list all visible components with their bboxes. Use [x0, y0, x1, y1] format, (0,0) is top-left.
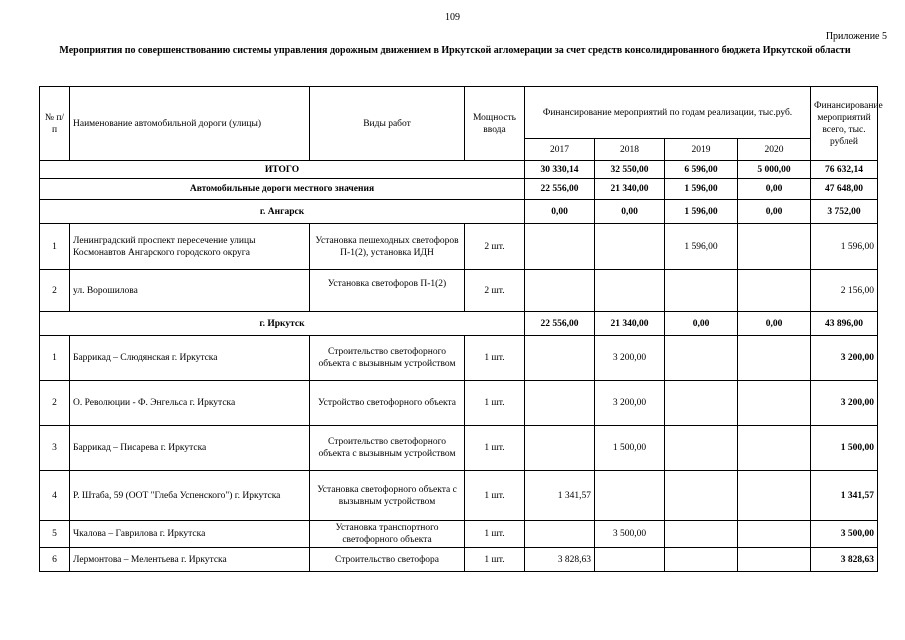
table-row	[40, 471, 878, 521]
row-num: 1	[40, 224, 70, 270]
row-2019	[665, 336, 738, 381]
row-2018	[595, 270, 665, 312]
section-2020: 0,00	[738, 200, 811, 224]
row-num: 3	[40, 426, 70, 471]
total-2018: 32 550,00	[595, 161, 665, 179]
row-2020	[738, 270, 811, 312]
local-roads-2020: 0,00	[738, 179, 811, 200]
header-financing-total: Финансирование мероприятий всего, тыс. рублей	[811, 87, 878, 161]
row-2018: 3 200,00	[595, 336, 665, 381]
section-row	[40, 200, 878, 224]
row-capacity: 1 шт.	[465, 426, 525, 471]
row-num: 2	[40, 270, 70, 312]
row-2020	[738, 381, 811, 426]
local-roads-sum: 47 648,00	[811, 179, 878, 200]
row-total: 3 200,00	[811, 381, 878, 426]
row-works: Строительство светофорного объекта с вызывным устройством	[310, 336, 465, 381]
row-2017	[525, 224, 595, 270]
total-row	[40, 161, 878, 179]
section-2018: 21 340,00	[595, 312, 665, 336]
row-2017: 3 828,63	[525, 548, 595, 572]
row-works: Установка светофоров П-1(2)	[310, 270, 465, 312]
header-capacity: Мощность ввода	[465, 87, 525, 161]
section-2017: 22 556,00	[525, 312, 595, 336]
row-2020	[738, 548, 811, 572]
appendix-label: Приложение 5	[825, 31, 887, 42]
row-total: 1 596,00	[811, 224, 878, 270]
row-2020	[738, 471, 811, 521]
row-2019: 1 596,00	[665, 224, 738, 270]
row-total: 1 500,00	[811, 426, 878, 471]
header-year-2018: 2018	[595, 139, 665, 161]
row-2018	[595, 224, 665, 270]
header-works: Виды работ	[310, 87, 465, 161]
table-row	[40, 548, 878, 572]
row-2019	[665, 270, 738, 312]
row-capacity: 2 шт.	[465, 224, 525, 270]
total-label: ИТОГО	[40, 161, 525, 179]
row-num: 5	[40, 521, 70, 548]
row-capacity: 1 шт.	[465, 336, 525, 381]
header-year-2019: 2019	[665, 139, 738, 161]
row-num: 1	[40, 336, 70, 381]
row-works: Установка светофорного объекта с вызывным устройством	[310, 471, 465, 521]
row-2019	[665, 381, 738, 426]
row-2020	[738, 521, 811, 548]
table-row	[40, 426, 878, 471]
section-2020: 0,00	[738, 312, 811, 336]
row-2018: 3 500,00	[595, 521, 665, 548]
section-2019: 1 596,00	[665, 200, 738, 224]
row-capacity: 1 шт.	[465, 381, 525, 426]
row-2017	[525, 521, 595, 548]
table-row	[40, 381, 878, 426]
header-name: Наименование автомобильной дороги (улицы)	[70, 87, 310, 161]
row-num: 4	[40, 471, 70, 521]
row-road-name: О. Революции - Ф. Энгельса г. Иркутска	[70, 381, 310, 426]
row-2018: 3 200,00	[595, 381, 665, 426]
local-roads-row	[40, 179, 878, 200]
row-2017	[525, 336, 595, 381]
row-capacity: 2 шт.	[465, 270, 525, 312]
row-works: Устройство светофорного объекта	[310, 381, 465, 426]
row-2020	[738, 336, 811, 381]
section-2017: 0,00	[525, 200, 595, 224]
row-2018	[595, 471, 665, 521]
row-capacity: 1 шт.	[465, 521, 525, 548]
row-road-name: Лермонтова – Мелентьева г. Иркутска	[70, 548, 310, 572]
row-road-name: Ленинградский проспект пересечение улицы Космонавтов Ангарского городского округа	[70, 224, 310, 270]
row-works: Установка пешеходных светофоров П-1(2), установка ИДН	[310, 224, 465, 270]
row-capacity: 1 шт.	[465, 471, 525, 521]
section-2018: 0,00	[595, 200, 665, 224]
total-sum: 76 632,14	[811, 161, 878, 179]
document-title: Мероприятия по совершенствованию системы управления дорожным движением в Иркутской агломерации за счет средств консолидированного бюджета Иркутской области	[59, 45, 851, 56]
row-2018: 1 500,00	[595, 426, 665, 471]
table-row	[40, 521, 878, 548]
section-label: г. Ангарск	[40, 200, 525, 224]
row-works: Установка транспортного светофорного объекта	[310, 521, 465, 548]
row-total: 3 500,00	[811, 521, 878, 548]
row-2017	[525, 270, 595, 312]
row-works: Строительство светофорного объекта с вызывным устройством	[310, 426, 465, 471]
row-2017	[525, 426, 595, 471]
section-label: г. Иркутск	[40, 312, 525, 336]
local-roads-2017: 22 556,00	[525, 179, 595, 200]
row-num: 6	[40, 548, 70, 572]
total-2019: 6 596,00	[665, 161, 738, 179]
row-total: 3 200,00	[811, 336, 878, 381]
total-2017: 30 330,14	[525, 161, 595, 179]
header-year-2017: 2017	[525, 139, 595, 161]
section-sum: 43 896,00	[811, 312, 878, 336]
local-roads-label: Автомобильные дороги местного значения	[40, 179, 525, 200]
row-2017: 1 341,57	[525, 471, 595, 521]
row-road-name: Чкалова – Гаврилова г. Иркутска	[70, 521, 310, 548]
row-2020	[738, 224, 811, 270]
page-number: 109	[445, 12, 460, 23]
header-num: № п/п	[40, 87, 70, 161]
local-roads-2019: 1 596,00	[665, 179, 738, 200]
row-2019	[665, 521, 738, 548]
row-2019	[665, 426, 738, 471]
header-financing-by-year: Финансирование мероприятий по годам реализации, тыс.руб.	[525, 87, 811, 139]
row-2017	[525, 381, 595, 426]
row-road-name: ул. Ворошилова	[70, 270, 310, 312]
row-road-name: Баррикад – Писарева г. Иркутска	[70, 426, 310, 471]
row-total: 3 828,63	[811, 548, 878, 572]
table-row	[40, 270, 878, 312]
table-row	[40, 336, 878, 381]
header-year-2020: 2020	[738, 139, 811, 161]
section-row	[40, 312, 878, 336]
local-roads-2018: 21 340,00	[595, 179, 665, 200]
row-2019	[665, 471, 738, 521]
financing-table	[39, 86, 883, 572]
row-2018	[595, 548, 665, 572]
section-sum: 3 752,00	[811, 200, 878, 224]
section-2019: 0,00	[665, 312, 738, 336]
row-total: 2 156,00	[811, 270, 878, 312]
row-road-name: Р. Штаба, 59 (ООТ "Глеба Успенского") г. Иркутска	[70, 471, 310, 521]
row-num: 2	[40, 381, 70, 426]
row-total: 1 341,57	[811, 471, 878, 521]
row-2019	[665, 548, 738, 572]
row-capacity: 1 шт.	[465, 548, 525, 572]
total-2020: 5 000,00	[738, 161, 811, 179]
row-works: Строительство светофора	[310, 548, 465, 572]
row-road-name: Баррикад – Слюдянская г. Иркутска	[70, 336, 310, 381]
table-row	[40, 224, 878, 270]
row-2020	[738, 426, 811, 471]
